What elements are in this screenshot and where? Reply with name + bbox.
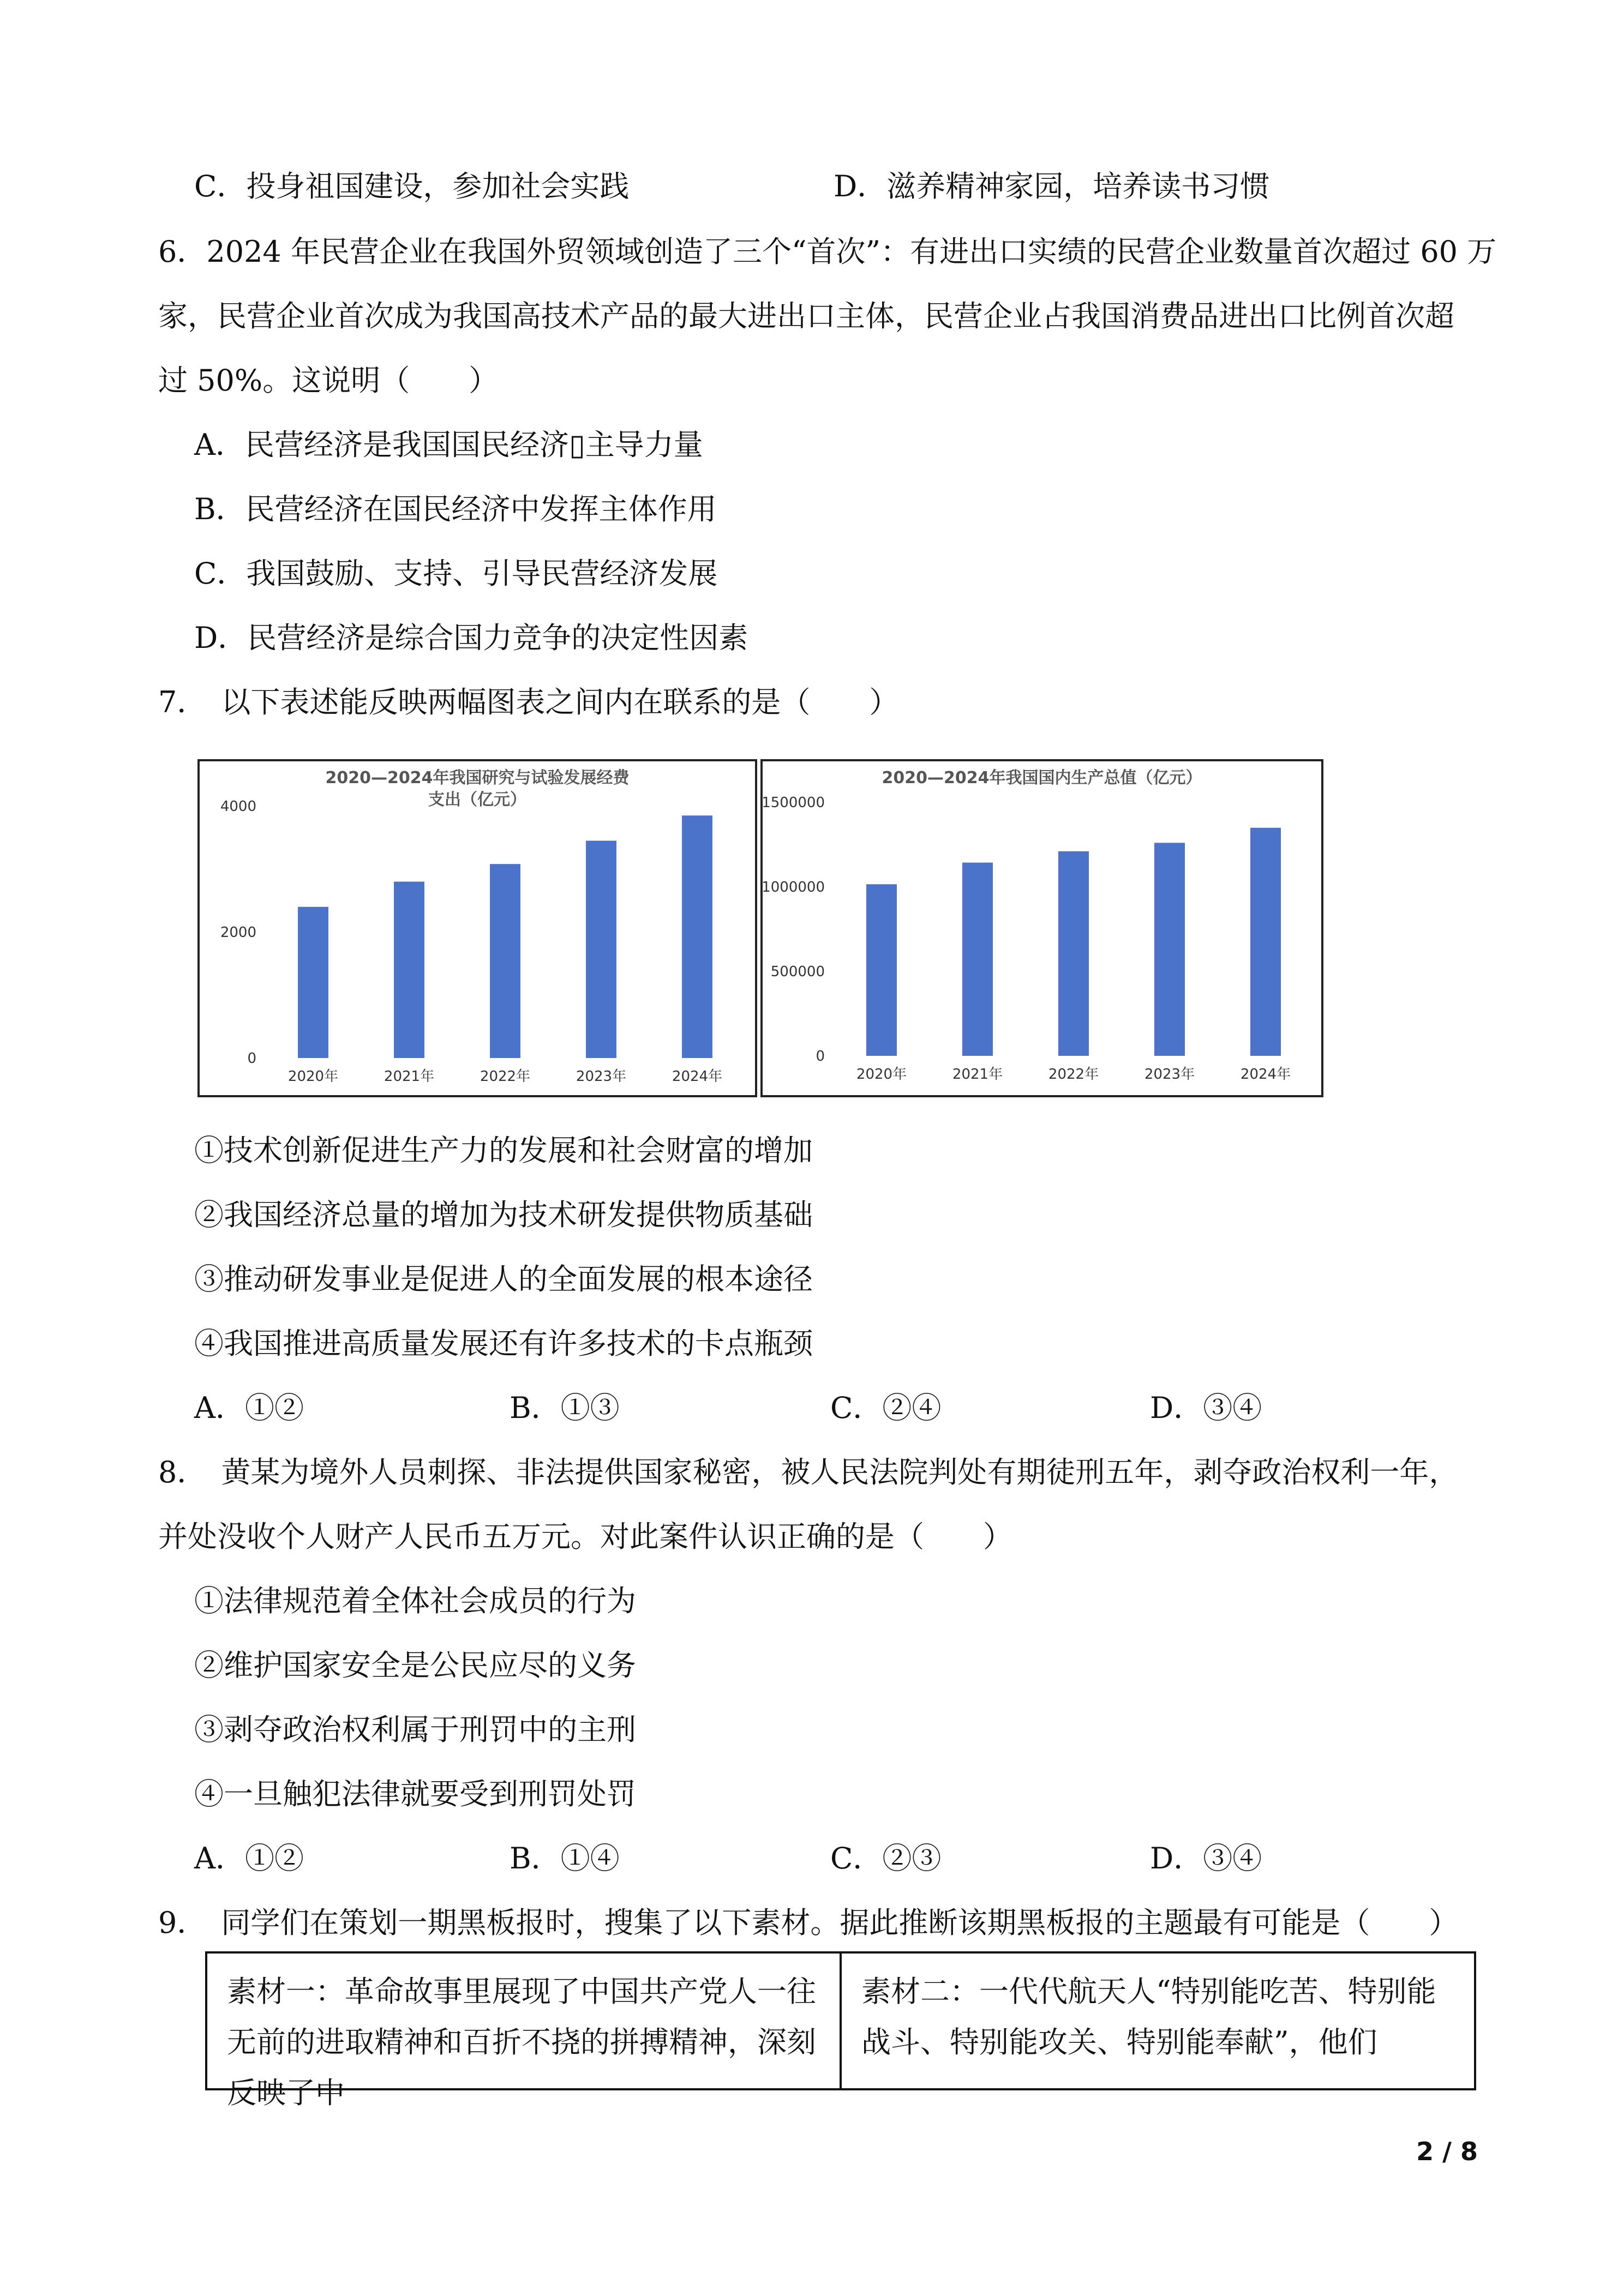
bar (1058, 851, 1089, 1056)
q7-item-2: ②我国经济总量的增加为技术研发提供物质基础 (194, 1198, 813, 1232)
chart-title: 2020—2024年我国研究与试验发展经费 (325, 768, 630, 788)
y-tick-label: 1000000 (762, 879, 825, 895)
q7-item-1: ①技术创新促进生产力的发展和社会财富的增加 (194, 1133, 813, 1168)
x-tick-label: 2022年 (480, 1068, 531, 1085)
bar (1250, 828, 1281, 1056)
q8-option-d: D．③④ (1150, 1841, 1262, 1876)
y-tick-label: 0 (247, 1050, 256, 1067)
y-tick-label: 1500000 (762, 795, 825, 811)
q8-item-2: ②维护国家安全是公民应尽的义务 (194, 1648, 636, 1682)
q5-option-d: D．滋养精神家园，培养读书习惯 (834, 169, 1270, 203)
x-tick-label: 2024年 (1240, 1066, 1291, 1083)
bar (490, 864, 520, 1058)
bar (866, 884, 897, 1056)
y-tick-label: 500000 (770, 964, 825, 980)
q8-item-1: ①法律规范着全体社会成员的行为 (194, 1584, 636, 1618)
q6-option-d: D．民营经济是综合国力竞争的决定性因素 (194, 621, 748, 655)
x-tick-label: 2020年 (856, 1066, 907, 1083)
q7-stem: 7． 以下表述能反映两幅图表之间内在联系的是（ ） (158, 685, 899, 719)
q8-stem-line-2: 并处没收个人财产人民币五万元。对此案件认识正确的是（ ） (158, 1519, 1012, 1554)
gdp-chart (760, 759, 1323, 1097)
x-tick-label: 2022年 (1048, 1066, 1099, 1083)
bar (962, 863, 993, 1056)
x-tick-label: 2021年 (383, 1068, 435, 1085)
chart-title: 2020—2024年我国国内生产总值（亿元） (882, 768, 1202, 788)
page-number: 2 / 8 (1416, 2137, 1478, 2166)
q6-option-a: A．民营经济是我国国民经济▯主导力量 (194, 428, 703, 462)
y-tick-label: 4000 (220, 798, 256, 815)
x-tick-label: 2021年 (952, 1066, 1003, 1083)
bar (1154, 843, 1185, 1056)
q6-stem-line-2: 家，民营企业首次成为我国高技术产品的最大进出口主体，民营企业占我国消费品进出口比例首次超 (158, 299, 1454, 333)
q6-option-c: C．我国鼓励、支持、引导民营经济发展 (194, 556, 718, 591)
q7-option-c: C．②④ (830, 1391, 942, 1425)
q5-option-c: C．投身祖国建设，参加社会实践 (194, 169, 630, 203)
q8-option-b: B．①④ (510, 1841, 620, 1876)
rd-expenditure-chart-svg (200, 761, 755, 1095)
q8-item-3: ③剥夺政治权利属于刑罚中的主刑 (194, 1712, 636, 1747)
q6-stem-line-1: 6．2024 年民营企业在我国外贸领域创造了三个“首次”：有进出口实绩的民营企业数量首次超过 60 万 (158, 235, 1497, 269)
q8-stem-line-1: 8． 黄某为境外人员刺探、非法提供国家秘密，被人民法院判处有期徒刑五年，剥夺政治权利一年， (158, 1455, 1459, 1489)
bar (298, 907, 328, 1058)
x-tick-label: 2020年 (287, 1068, 339, 1085)
material-two-cell: 素材二：一代代航天人“特别能吃苦、特别能战斗、特别能攻关、特别能奉献”，他们 (840, 1954, 1474, 2088)
x-tick-label: 2024年 (672, 1068, 723, 1085)
bar (682, 815, 712, 1058)
q7-option-a: A．①② (194, 1391, 304, 1425)
q6-stem-line-3: 过 50%。这说明（ ） (158, 363, 499, 398)
q9-stem: 9． 同学们在策划一期黑板报时，搜集了以下素材。据此推断该期黑板报的主题最有可能是（ ） (158, 1906, 1459, 1940)
q6-option-b: B．民营经济在国民经济中发挥主体作用 (194, 492, 717, 526)
q8-option-a: A．①② (194, 1841, 304, 1876)
chart-subtitle: 支出（亿元） (428, 790, 526, 809)
x-tick-label: 2023年 (576, 1068, 627, 1085)
material-one-cell: 素材一：革命故事里展现了中国共产党人一往无前的进取精神和百折不挠的拼搏精神，深刻反映了中 (227, 1974, 816, 2110)
q8-option-c: C．②③ (830, 1841, 942, 1876)
q7-item-3: ③推动研发事业是促进人的全面发展的根本途径 (194, 1262, 813, 1296)
q8-item-4: ④一旦触犯法律就要受到刑罚处罚 (194, 1777, 636, 1811)
x-tick-label: 2023年 (1144, 1066, 1195, 1083)
y-tick-label: 2000 (220, 924, 256, 941)
y-tick-label: 0 (816, 1048, 825, 1065)
q7-option-d: D．③④ (1150, 1391, 1262, 1425)
gdp-chart-svg (763, 761, 1321, 1095)
materials-table (205, 1951, 1476, 2110)
rd-expenditure-chart (197, 759, 757, 1097)
q7-option-b: B．①③ (510, 1391, 620, 1425)
bar (586, 841, 616, 1058)
q7-item-4: ④我国推进高质量发展还有许多技术的卡点瓶颈 (194, 1326, 813, 1361)
bar (394, 882, 424, 1058)
